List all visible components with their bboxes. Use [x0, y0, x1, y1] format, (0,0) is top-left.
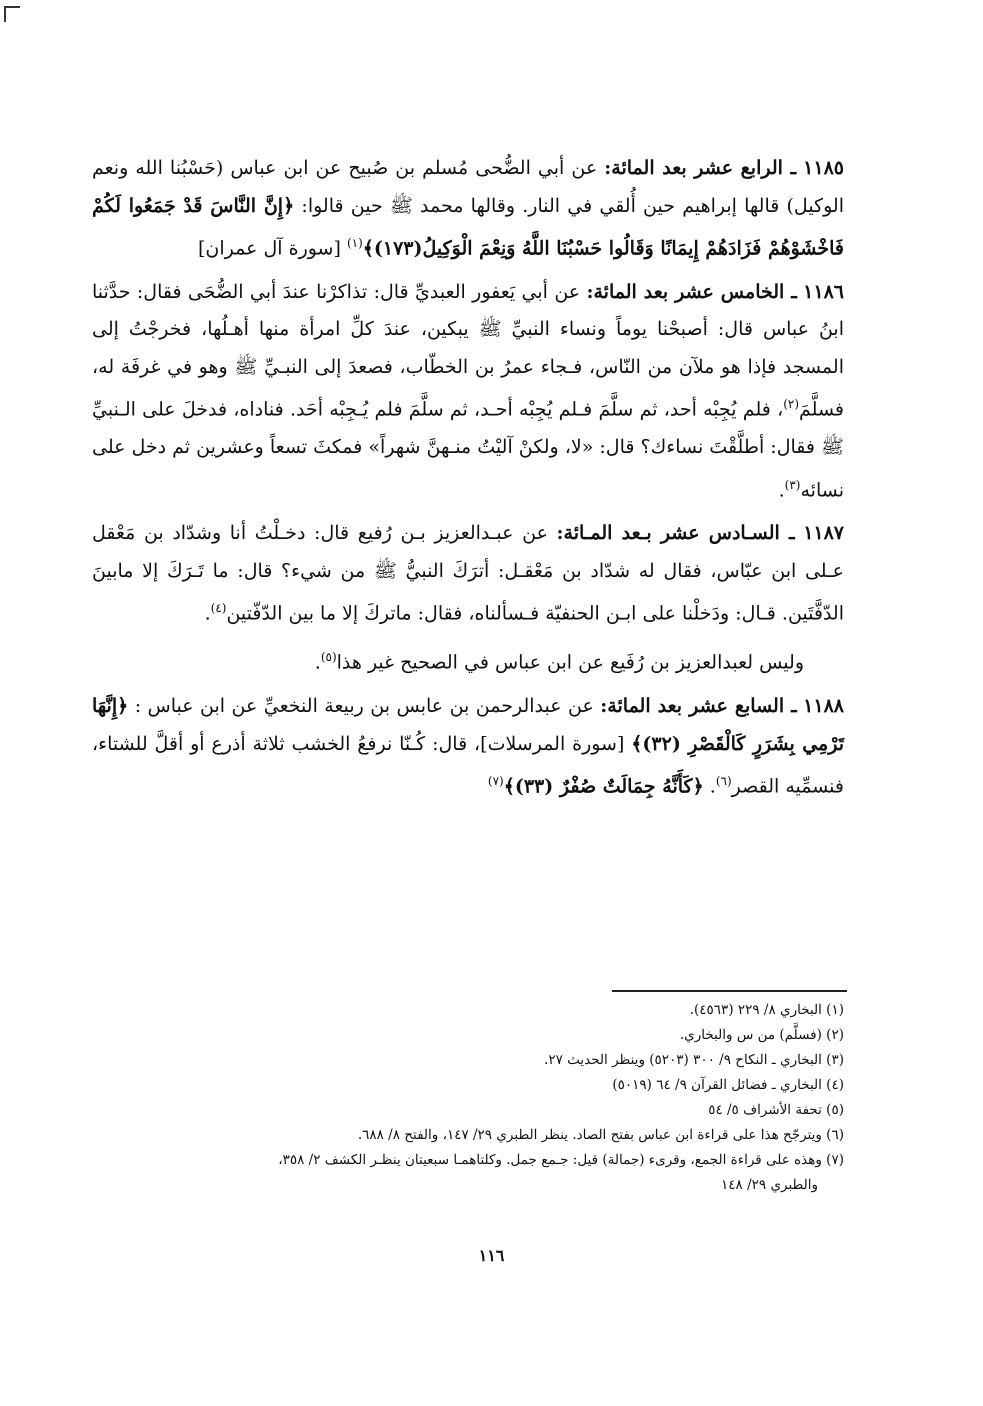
- footnote-2: (٢) (فسلَّم) من س والبخاري.: [679, 1027, 844, 1043]
- hadith-heading: ـ الخامس عشر بعد المائة:: [586, 280, 797, 303]
- hadith-text-cont: ، فلم يُجِبْه أحد، ثم سلَّمَ فـلم يُجِبْه أحـد، ثم سلَّمَ فلم يُـجِبْه أحَد. فناداه، فدخلَ على الـنبيِّ ﷺ فقال: أطلَّقْتَ نساءك؟ قال: «لا، ولكنْ آليْتُ منـهنَّ شهراً» فمكثَ تسعاً وعشرين ثم دخل على نسائه: [92, 398, 844, 501]
- footnote-7: (٧) وهذه على قراءة الجمع، وقرىء (جمالة) قيل: جـمع جمل. وكلتاهمـا سبعيتان ينظـر الكشف ٢/ ٣٥٨،: [278, 1152, 844, 1168]
- hadith-text-end: .: [778, 478, 785, 501]
- hadith-text: عن أبي الضُّحى مُسلم بن صُبيح عن ابن عباس (حَسْبُنا الله ونعم الوكيل) قالها إبراهيم حين أُلقي في النار. وقالها محمد ﷺ حين قالوا:: [92, 157, 844, 217]
- footnote-ref: (٣): [784, 477, 801, 492]
- hadith-text: عن عبـدالعزيز بـن رُفيع قال: دخـلْتُ أنا وشدّاد بن مَعْقل عـلى ابن عبّاس، فقال له شدّاد بن مَعْقـل: أترَكَ النبيُّ ﷺ من شيء؟ قال: ما تَـرَكَ إلا مابينَ الدّفَّتَين. قـال: ودَخلْنا على ابـن الحنفيّة فـسألناه، فقال: ماتركَ إلا ما بين الدّفّتين: [92, 522, 844, 625]
- footnote-4: (٤) البخاري ـ فضائل القرآن ٩/ ٦٤ (٥٠١٩): [612, 1077, 844, 1093]
- note-text-end: .: [314, 651, 321, 674]
- footnote-ref: (١): [346, 236, 363, 250]
- note-text: وليس لعبدالعزيز بن رُفَيع عن ابن عباس في الصحيح غير هذا: [336, 651, 804, 674]
- footnote-ref: (٧): [487, 774, 504, 789]
- main-text: [92, 150, 844, 812]
- footnote-6: (٦) ويترجّح هذا على قراءة ابن عباس بفتح الصاد. ينظر الطبري ٢٩/ ١٤٧، والفتح ٨/ ٦٨٨.: [357, 1127, 844, 1143]
- footnote-1: (١) البخاري ٨/ ٢٢٩ (٤٥٦٣).: [689, 1002, 844, 1018]
- footnote-divider: [612, 990, 847, 992]
- hadith-number: ١١٨٦: [803, 280, 844, 303]
- hadith-heading: ـ السـادس عشر بـعد المـائة:: [556, 522, 795, 545]
- quran-verse-2: ﴿كَأَنَّهُ جِمَالَتٌ صُفْرٌ (٣٣)﴾: [503, 775, 704, 798]
- hadith-text: عن عبدالرحمن بن عابس بن ربيعة النخعيِّ عن ابن عباس :: [134, 695, 594, 718]
- hadith-1186: [92, 274, 844, 510]
- hadith-heading: ـ السابع عشر بعد المائة:: [600, 695, 797, 718]
- surah-ref: [سورة آل عمران]: [198, 237, 341, 260]
- footnote-3: (٣) البخاري ـ النكاح ٩/ ٣٠٠ (٥٢٠٣) وينظر الحديث ٢٧.: [544, 1052, 844, 1068]
- quran-verse: ﴿إِنَّهَا تَرْمِي بِشَرَرٍ كَالْقَصْرِ (٣٢)﴾: [92, 695, 844, 755]
- footnote-5: (٥) تحفة الأشراف ٥/ ٥٤: [708, 1102, 844, 1118]
- hadith-1187: [92, 515, 844, 633]
- hadith-text: عن أبي يَعفور العبديِّ قال: تذاكرْنا عندَ أبي الضُّحَى فقال: حدَّثنا ابنُ عباس قال: أصبحْنا يوماً ونساء النبيِّ ﷺ يبكين، عندَ كلِّ امرأة منها أهـلُها، فخرجْتُ إلى المسجد فإذا هو ملآن من النّاس، فـجاء عمرُ بن الخطّاب، فصعدَ إلى النبـيِّ ﷺ وهو في غرفَة له، فسلَّمَ: [92, 280, 844, 421]
- footnote-ref: (٥): [320, 650, 337, 665]
- hadith-number: ١١٨٨: [803, 695, 844, 718]
- hadith-text-end: .: [204, 602, 211, 625]
- footnote-ref: (٢): [783, 397, 800, 412]
- hadith-text-cont: [سورة المرسلات]، قال: كُـنّا نرفعُ الخشب ثلاثة أذرع أو أقلَّ للشتاء، فنسمِّيه القصر: [92, 732, 844, 798]
- hadith-heading: ـ الرابع عشر بعد المائة:: [604, 157, 797, 179]
- footnote-7-continued: والطبري ٢٩/ ١٤٨: [721, 1177, 818, 1193]
- footnote-ref: (٤): [210, 601, 227, 616]
- scan-corner-mark: [4, 6, 20, 22]
- page-number: ١١٦: [478, 1246, 505, 1265]
- footnotes: [92, 998, 844, 1198]
- hadith-number: ١١٨٧: [803, 522, 845, 545]
- hadith-text-end: .: [709, 775, 716, 798]
- note-paragraph: [92, 639, 844, 682]
- quran-verse: ﴿إِنَّ النَّاسَ قَدْ جَمَعُوا لَكُمْ فَاخْشَوْهُمْ فَزَادَهُمْ إِيمَانًا وَقَالُوا حَسْبُنَا اللَّهُ وَنِعْمَ الْوَكِيلُ(١٧٣)﴾: [92, 194, 844, 260]
- hadith-number: ١١٨٥: [803, 157, 844, 179]
- hadith-1185: [92, 150, 844, 268]
- footnote-ref: (٦): [715, 774, 732, 789]
- hadith-1188: [92, 688, 844, 806]
